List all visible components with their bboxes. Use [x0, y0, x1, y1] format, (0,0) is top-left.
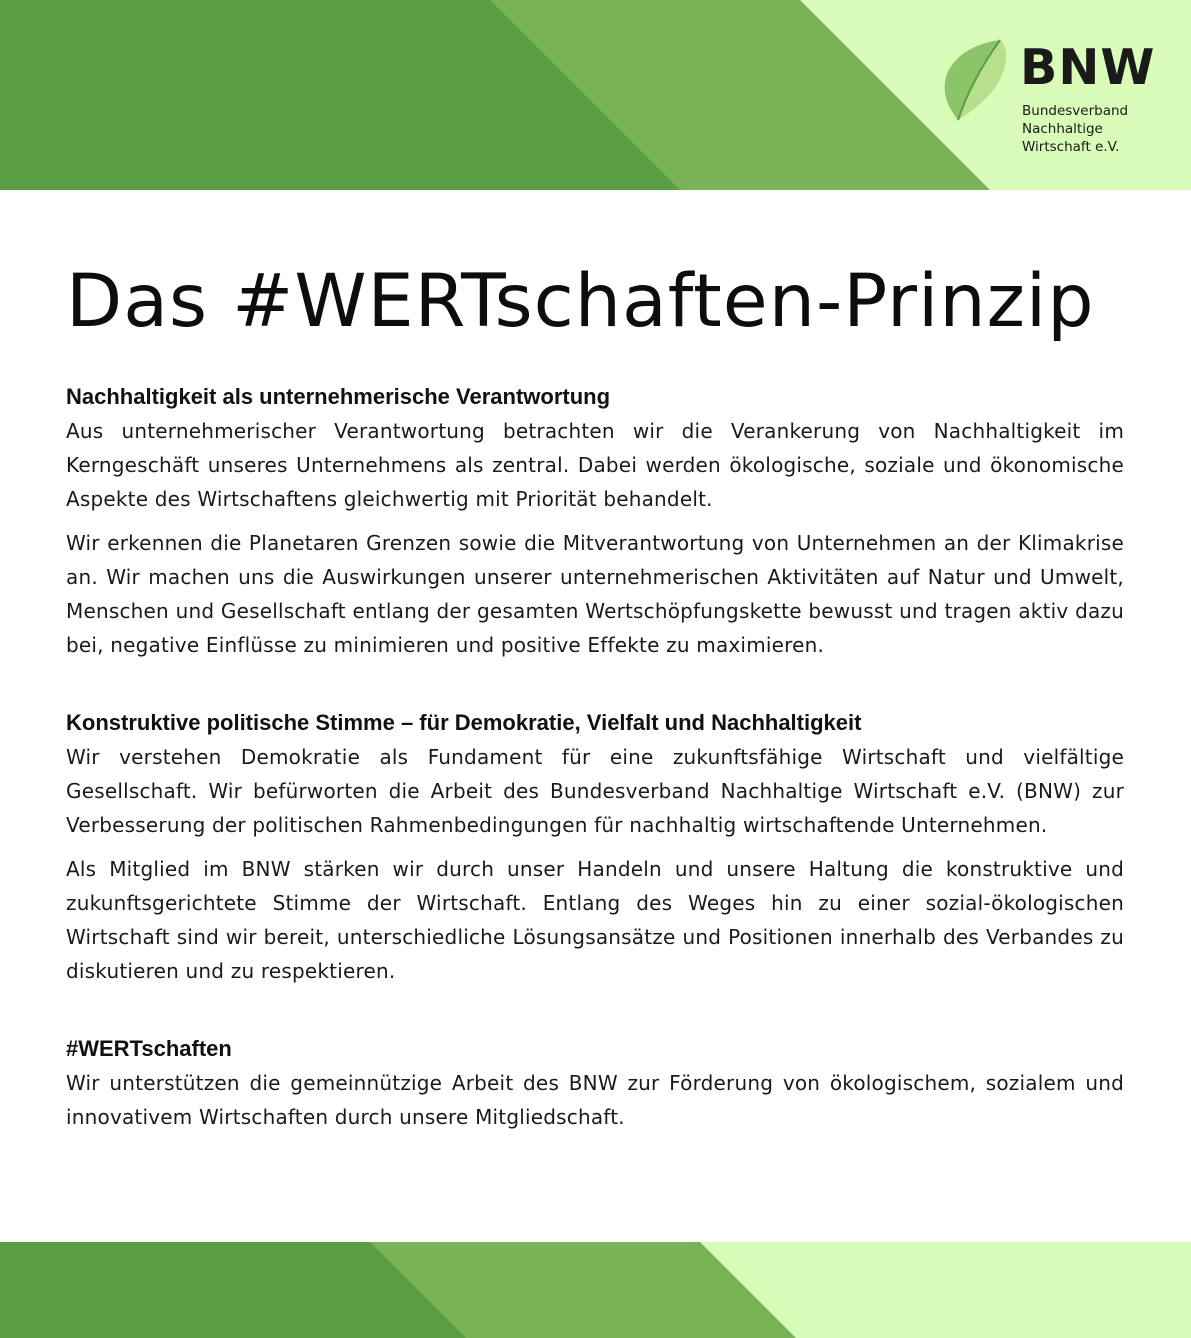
logo-wordmark: BNW: [1020, 39, 1156, 96]
document-body: [66, 380, 1124, 1144]
bnw-logo: [940, 38, 1160, 168]
section-heading: #WERTschaften: [66, 1036, 232, 1061]
logo-subtitle-line: Nachhaltige: [1022, 121, 1103, 137]
section-heading: Nachhaltigkeit als unternehmerische Verantwortung: [66, 384, 611, 409]
paragraph: Wir erkennen die Planetaren Grenzen sowie die Mitverantwortung von Unternehmen an der Klimakrise an. Wir machen uns die Auswirkungen unserer unternehmerischen Aktivitäten auf Natur und Umwelt, Menschen und Gesellschaft entlang der gesamten Wertschöpfungskette bewusst und tragen aktiv dazu bei, negative Einflüsse zu minimieren und positive Effekte zu maximieren.: [66, 531, 1124, 657]
section-gap: [66, 998, 1124, 1032]
section-political-voice: [66, 706, 1124, 988]
paragraph: Aus unternehmerischer Verantwortung betrachten wir die Verankerung von Nachhaltigkeit im Kerngeschäft unseres Unternehmens als zentral. Dabei werden ökologische, soziale und ökonomische Aspekte des Wirtschaftens gleichwertig mit Priorität behandelt.: [66, 419, 1124, 511]
leaf-icon: [940, 38, 1012, 124]
footer-band-shapes: [0, 1242, 1191, 1338]
paragraph: Als Mitglied im BNW stärken wir durch unser Handeln und unsere Haltung die konstruktive und zukunftsgerichtete Stimme der Wirtschaft. Entlang des Weges hin zu einer sozial-ökologischen Wirtschaft sind wir bereit, unterschiedliche Lösungsansätze und Positionen innerhalb des Verbandes zu diskutieren und zu respektieren.: [66, 857, 1124, 983]
logo-subtitle-line: Bundesverband: [1022, 103, 1129, 119]
section-heading: Konstruktive politische Stimme – für Demokratie, Vielfalt und Nachhaltigkeit: [66, 710, 862, 735]
paragraph: Wir verstehen Demokratie als Fundament für eine zukunftsfähige Wirtschaft und vielfältige Gesellschaft. Wir befürworten die Arbeit des Bundesverband Nachhaltige Wirtschaft e.V. (BNW) zur Verbesserung der politischen Rahmenbedingungen für nachhaltig wirtschaftende Unternehmen.: [66, 745, 1124, 837]
section-wertschaften: [66, 1032, 1124, 1134]
section-responsibility: [66, 380, 1124, 662]
logo-subtitle: [1022, 102, 1128, 156]
page-title: Das #WERTschaften-Prinzip: [66, 259, 1095, 344]
footer-band: [0, 1242, 1191, 1338]
paragraph: Wir unterstützen die gemeinnützige Arbeit des BNW zur Förderung von ökologischem, sozialem und innovativem Wirtschaften durch unsere Mitgliedschaft.: [66, 1071, 1124, 1129]
logo-subtitle-line: Wirtschaft e.V.: [1022, 139, 1120, 155]
section-gap: [66, 672, 1124, 706]
